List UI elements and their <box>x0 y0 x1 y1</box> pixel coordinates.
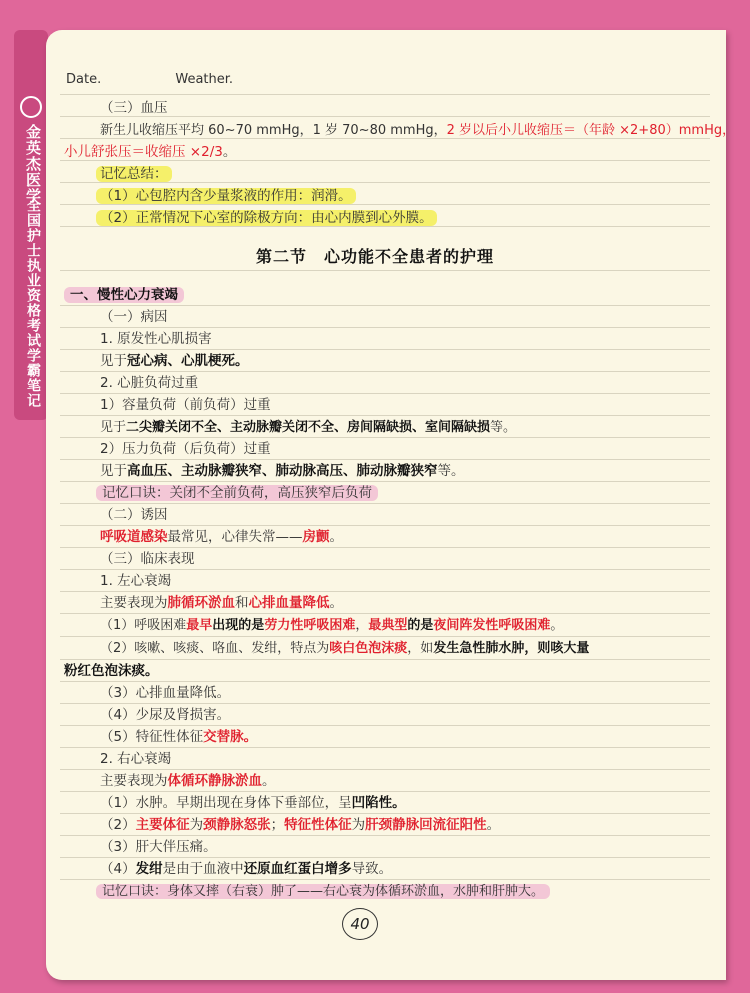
note-line: 见于高血压、主动脉瓣狭窄、肺动脉高压、肺动脉瓣狭窄等。 <box>100 463 465 479</box>
note-line: 1. 原发性心肌损害 <box>100 331 212 347</box>
note-line: （2）主要体征为颈静脉怒张；特征性体征为肝颈静脉回流征阳性。 <box>100 817 501 833</box>
note-line: （4）发绀是由于血液中还原血红蛋白增多导致。 <box>100 861 393 877</box>
book-title: 全国护士执业资格考试学霸笔记 <box>25 198 41 408</box>
heading: 一、慢性心力衰竭 <box>64 285 184 306</box>
note-line: 呼吸道感染最常见，心律失常——房颤。 <box>100 529 343 545</box>
note-line: （三）血压 <box>100 100 168 116</box>
note-line: 1）容量负荷（前负荷）过重 <box>100 397 271 413</box>
page-header <box>66 72 303 87</box>
date-label: Date. <box>66 72 102 87</box>
note-line: 2. 心脏负荷过重 <box>100 375 199 391</box>
note-line: 粉红色泡沫痰。 <box>64 663 159 679</box>
note-line: 主要表现为肺循环淤血和心排血量降低。 <box>100 595 343 611</box>
note-line: （2）正常情况下心室的除极方向：由心内膜到心外膜。 <box>96 208 437 229</box>
note-line: 记忆口诀：关闭不全前负荷，高压狭窄后负荷 <box>96 483 378 504</box>
note-line: （1）呼吸困难最早出现的是劳力性呼吸困难，最典型的是夜间阵发性呼吸困难。 <box>100 618 564 633</box>
note-line: 见于二尖瓣关闭不全、主动脉瓣关闭不全、房间隔缺损、室间隔缺损等。 <box>100 420 517 435</box>
note-line: 2. 右心衰竭 <box>100 751 172 767</box>
note-line: 小儿舒张压＝收缩压 ×2/3。 <box>64 144 237 160</box>
note-line: （5）特征性体征交替脉。 <box>100 729 258 745</box>
note-line: （3）肝大伴压痛。 <box>100 839 217 855</box>
note-line: 2）压力负荷（后负荷）过重 <box>100 441 271 457</box>
note-line: 记忆口诀：身体又摔（右衰）肿了——右心衰为体循环淤血，水肿和肝肿大。 <box>96 881 550 902</box>
note-line: （1）心包腔内含少量浆液的作用：润滑。 <box>96 186 356 207</box>
page-number: 40 <box>342 908 378 940</box>
note-line: （二）诱因 <box>100 507 168 523</box>
brand-name: 金英杰医学 <box>24 124 42 204</box>
note-line: 1. 左心衰竭 <box>100 573 172 589</box>
note-line: （一）病因 <box>100 309 168 325</box>
note-line: （4）少尿及肾损害。 <box>100 707 231 723</box>
note-line: 见于冠心病、心肌梗死。 <box>100 353 249 369</box>
section-title: 第二节 心功能不全患者的护理 <box>255 247 494 266</box>
note-line: （三）临床表现 <box>100 551 195 567</box>
note-line: （2）咳嗽、咳痰、咯血、发绀，特点为咳白色泡沫痰，如发生急性肺水肿，则咳大量 <box>100 641 590 656</box>
weather-label: Weather. <box>175 72 234 87</box>
note-line: （1）水肿。早期出现在身体下垂部位，呈凹陷性。 <box>100 795 406 811</box>
brand-logo-icon <box>20 96 42 118</box>
note-line: 主要表现为体循环静脉淤血。 <box>100 773 276 789</box>
note-line: 记忆总结： <box>96 164 172 185</box>
note-line: （3）心排血量降低。 <box>100 685 231 701</box>
note-line: 新生儿收缩压平均 60~70 mmHg，1 岁 70~80 mmHg，2 岁以后小儿收缩压＝（年龄 ×2+80）mmHg， <box>100 123 736 138</box>
